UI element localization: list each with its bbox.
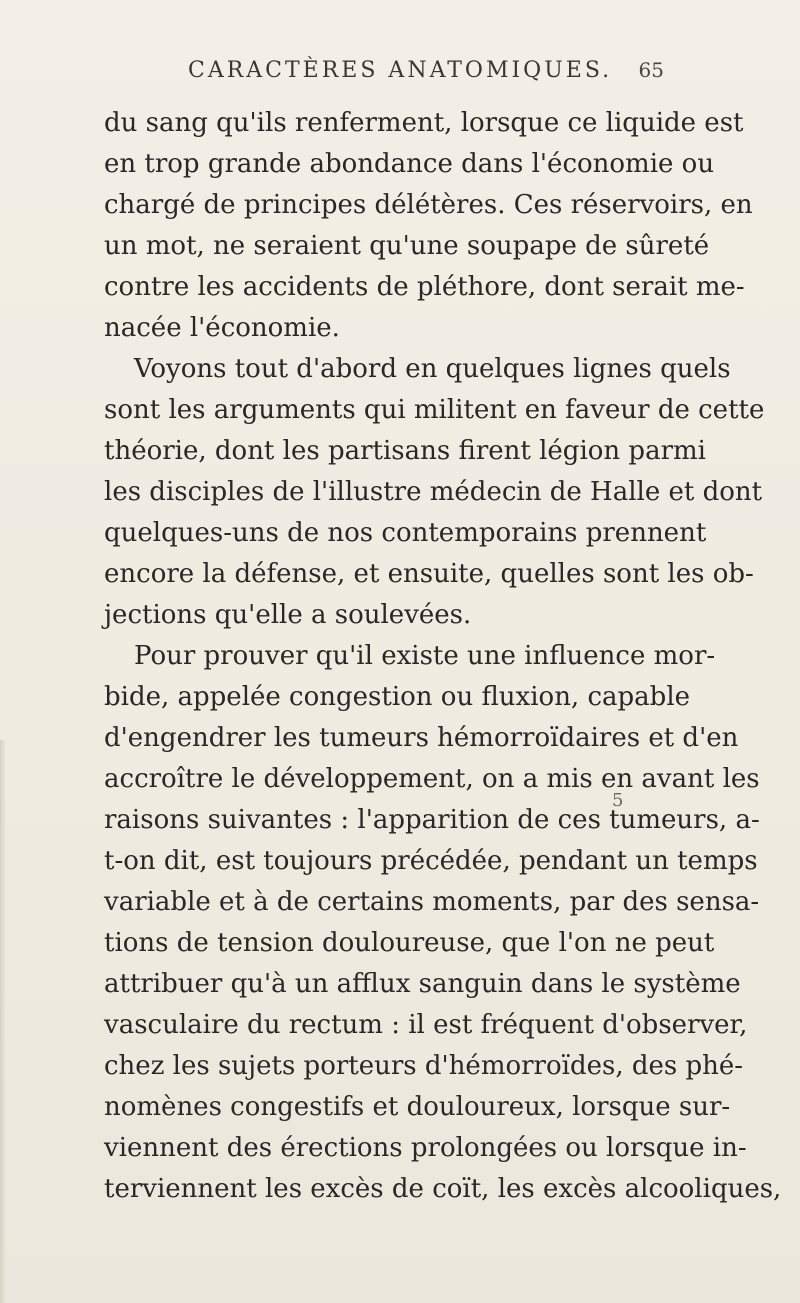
text-line: attribuer qu'à un afflux sanguin dans le système bbox=[104, 969, 741, 999]
text-line: encore la défense, et ensuite, quelles sont les ob- bbox=[104, 559, 754, 589]
text-line: vasculaire du rectum : il est fréquent d'observer, bbox=[104, 1010, 748, 1040]
body-text bbox=[104, 103, 782, 1210]
text-line: accroître le développement, on a mis en avant les bbox=[104, 764, 760, 794]
text-line: chez les sujets porteurs d'hémorroïdes, des phé- bbox=[104, 1051, 744, 1081]
text-line: quelques-uns de nos contemporains prennent bbox=[104, 518, 707, 548]
text-line: viennent des érections prolongées ou lorsque in- bbox=[104, 1133, 747, 1163]
text-line: nomènes congestifs et douloureux, lorsque sur- bbox=[104, 1092, 731, 1122]
text-line: théorie, dont les partisans firent légion parmi bbox=[104, 436, 706, 466]
text-line: jections qu'elle a soulevées. bbox=[104, 600, 472, 630]
text-line: du sang qu'ils renferment, lorsque ce liquide est bbox=[104, 108, 744, 138]
text-line: raisons suivantes : l'apparition de ces tumeurs, a- bbox=[104, 805, 760, 835]
page-edge-shadow bbox=[0, 740, 6, 1303]
text-line: nacée l'économie. bbox=[104, 313, 340, 343]
text-line: t-on dit, est toujours précédée, pendant un temps bbox=[104, 846, 758, 876]
signature-mark: 5 bbox=[612, 790, 624, 811]
text-line: les disciples de l'illustre médecin de Halle et dont bbox=[104, 477, 763, 507]
text-line: un mot, ne seraient qu'une soupape de sûreté bbox=[104, 231, 710, 261]
text-line: variable et à de certains moments, par des sensa- bbox=[104, 887, 760, 917]
page-header bbox=[188, 52, 678, 92]
text-line: bide, appelée congestion ou fluxion, capable bbox=[104, 682, 691, 712]
text-line: d'engendrer les tumeurs hémorroïdaires et d'en bbox=[104, 723, 739, 753]
page-number: 65 bbox=[638, 58, 664, 82]
text-line: Pour prouver qu'il existe une influence mor- bbox=[134, 641, 716, 671]
running-title: CARACTÈRES ANATOMIQUES. bbox=[188, 58, 613, 83]
text-line: contre les accidents de pléthore, dont serait me- bbox=[104, 272, 745, 302]
text-line: tions de tension douloureuse, que l'on ne peut bbox=[104, 928, 715, 958]
text-line: en trop grande abondance dans l'économie ou bbox=[104, 149, 715, 179]
text-line: sont les arguments qui militent en faveur de cette bbox=[104, 395, 765, 425]
text-line: terviennent les excès de coït, les excès alcooliques, bbox=[104, 1174, 782, 1204]
text-line: chargé de principes délétères. Ces réservoirs, en bbox=[104, 190, 753, 220]
text-line: Voyons tout d'abord en quelques lignes quels bbox=[134, 354, 731, 384]
